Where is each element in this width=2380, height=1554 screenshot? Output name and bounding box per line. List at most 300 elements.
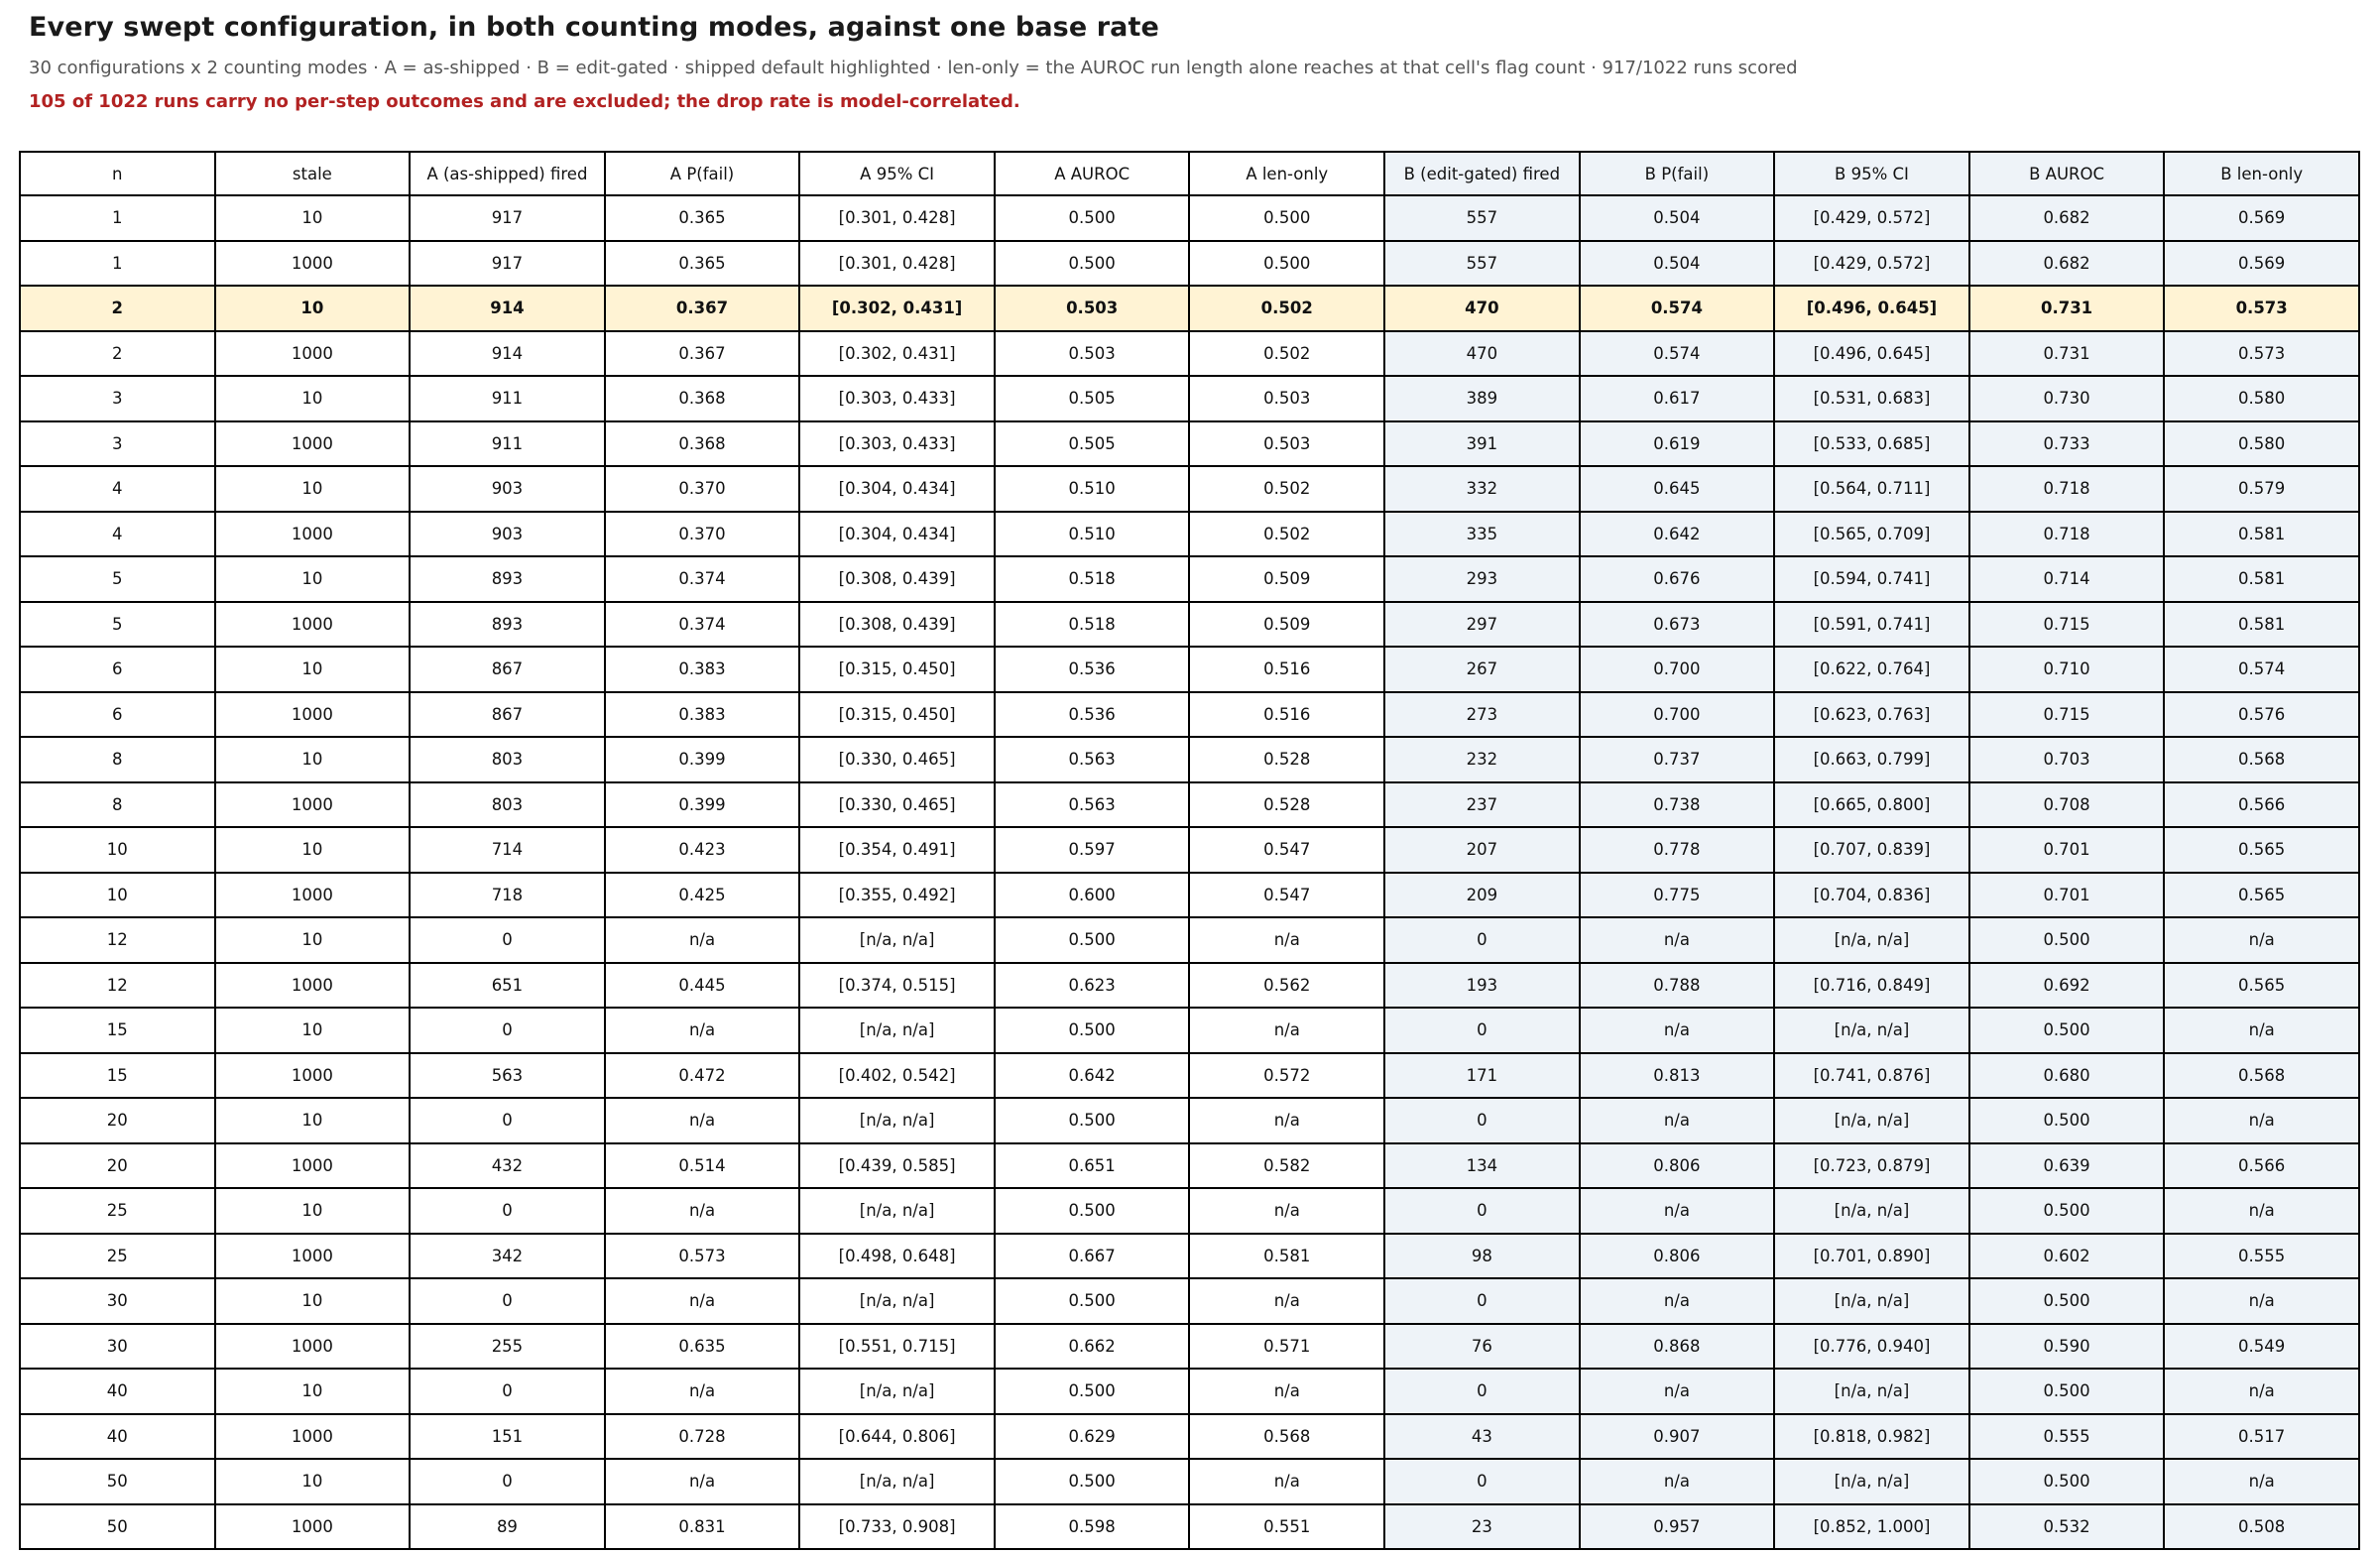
- table-cell: [0.707, 0.839]: [1774, 827, 1969, 873]
- table-cell: 0.563: [995, 782, 1190, 828]
- table-cell: 1000: [215, 602, 411, 648]
- table-cell: 0.502: [1189, 512, 1384, 557]
- table-row: [20, 1369, 2359, 1414]
- table-cell: [0.402, 0.542]: [799, 1053, 995, 1099]
- table-cell: [n/a, n/a]: [799, 1369, 995, 1414]
- table-cell: [0.622, 0.764]: [1774, 647, 1969, 692]
- table-cell: 293: [1384, 556, 1580, 602]
- table-cell: 207: [1384, 827, 1580, 873]
- table-cell: 0.571: [1189, 1324, 1384, 1370]
- table-cell: 20: [20, 1143, 215, 1189]
- table-cell: [n/a, n/a]: [799, 1188, 995, 1234]
- table-cell: 0.565: [2164, 873, 2359, 918]
- table-row: [20, 1324, 2359, 1370]
- table-cell: 50: [20, 1459, 215, 1504]
- table-cell: 0.500: [995, 241, 1190, 287]
- table-cell: [0.315, 0.450]: [799, 692, 995, 738]
- table-cell: 0.623: [995, 963, 1190, 1009]
- table-cell: [0.591, 0.741]: [1774, 602, 1969, 648]
- table-cell: 0.651: [995, 1143, 1190, 1189]
- table-cell: 0.573: [2164, 331, 2359, 377]
- table-cell: 0.715: [1969, 602, 2165, 648]
- table-cell: 10: [215, 1188, 411, 1234]
- table-cell: n/a: [2164, 1008, 2359, 1053]
- table-row: [20, 376, 2359, 421]
- table-cell: [0.302, 0.431]: [799, 331, 995, 377]
- table-cell: [0.301, 0.428]: [799, 241, 995, 287]
- table-row: [20, 195, 2359, 241]
- table-cell: 0.703: [1969, 737, 2165, 782]
- table-cell: 0.517: [2164, 1414, 2359, 1460]
- table-cell: 867: [410, 692, 605, 738]
- table-cell: 0.370: [605, 512, 800, 557]
- table-cell: 0.718: [1969, 512, 2165, 557]
- table-cell: 0.581: [2164, 556, 2359, 602]
- table-cell: [n/a, n/a]: [799, 917, 995, 963]
- table-cell: [0.315, 0.450]: [799, 647, 995, 692]
- table-cell: 0.518: [995, 556, 1190, 602]
- table-cell: 0.547: [1189, 873, 1384, 918]
- table-cell: n/a: [605, 1098, 800, 1143]
- table-cell: 0: [1384, 1459, 1580, 1504]
- table-cell: [0.301, 0.428]: [799, 195, 995, 241]
- table-cell: [0.308, 0.439]: [799, 556, 995, 602]
- table-cell: 1000: [215, 241, 411, 287]
- table-row: [20, 1414, 2359, 1460]
- exclusion-warning: 105 of 1022 runs carry no per-step outcomes and are excluded; the drop rate is model-correlated.: [29, 91, 1020, 112]
- table-cell: 0.565: [2164, 963, 2359, 1009]
- table-cell: [0.704, 0.836]: [1774, 873, 1969, 918]
- table-cell: [0.644, 0.806]: [799, 1414, 995, 1460]
- table-cell: 89: [410, 1504, 605, 1550]
- table-cell: 10: [215, 1369, 411, 1414]
- table-cell: 0.368: [605, 421, 800, 467]
- table-cell: n/a: [1189, 1369, 1384, 1414]
- table-cell: 0.569: [2164, 195, 2359, 241]
- table-body: [20, 195, 2359, 1549]
- table-cell: 1000: [215, 963, 411, 1009]
- table-cell: 1000: [215, 1234, 411, 1279]
- table-cell: 0.710: [1969, 647, 2165, 692]
- table-cell: n/a: [1580, 917, 1775, 963]
- table-cell: 2: [20, 286, 215, 331]
- table-cell: 0.708: [1969, 782, 2165, 828]
- table-cell: 0.500: [1969, 1008, 2165, 1053]
- table-cell: 0.502: [1189, 286, 1384, 331]
- table-row: [20, 331, 2359, 377]
- table-cell: 911: [410, 421, 605, 467]
- table-cell: 0.383: [605, 647, 800, 692]
- table-cell: n/a: [1580, 1098, 1775, 1143]
- table-cell: 0.574: [1580, 286, 1775, 331]
- table-cell: 470: [1384, 331, 1580, 377]
- table-cell: 0.676: [1580, 556, 1775, 602]
- table-cell: n/a: [2164, 1098, 2359, 1143]
- table-cell: 25: [20, 1234, 215, 1279]
- table-cell: [0.852, 1.000]: [1774, 1504, 1969, 1550]
- column-header: A 95% CI: [799, 152, 995, 195]
- table-cell: 651: [410, 963, 605, 1009]
- table-cell: 903: [410, 466, 605, 512]
- table-cell: 1000: [215, 692, 411, 738]
- table-cell: 0.700: [1580, 692, 1775, 738]
- table-cell: [0.701, 0.890]: [1774, 1234, 1969, 1279]
- table-cell: 273: [1384, 692, 1580, 738]
- table-cell: n/a: [605, 1188, 800, 1234]
- table-cell: 50: [20, 1504, 215, 1550]
- table-cell: 76: [1384, 1324, 1580, 1370]
- table-cell: 6: [20, 692, 215, 738]
- table-cell: 0.572: [1189, 1053, 1384, 1099]
- table-cell: 0.590: [1969, 1324, 2165, 1370]
- table-cell: 0.868: [1580, 1324, 1775, 1370]
- table-cell: n/a: [1189, 1098, 1384, 1143]
- table-cell: 0.555: [1969, 1414, 2165, 1460]
- table-cell: n/a: [2164, 1459, 2359, 1504]
- table-cell: 1: [20, 195, 215, 241]
- table-cell: 1000: [215, 873, 411, 918]
- table-cell: [0.304, 0.434]: [799, 512, 995, 557]
- column-header: B AUROC: [1969, 152, 2165, 195]
- table-cell: 12: [20, 917, 215, 963]
- table-cell: 917: [410, 241, 605, 287]
- table-row: [20, 602, 2359, 648]
- table-cell: [n/a, n/a]: [799, 1459, 995, 1504]
- table-cell: 0.580: [2164, 421, 2359, 467]
- table-cell: n/a: [1580, 1278, 1775, 1324]
- table-cell: 40: [20, 1414, 215, 1460]
- table-cell: 911: [410, 376, 605, 421]
- table-cell: 0.680: [1969, 1053, 2165, 1099]
- table-cell: 0.514: [605, 1143, 800, 1189]
- table-cell: 0: [410, 917, 605, 963]
- table-cell: [0.354, 0.491]: [799, 827, 995, 873]
- table-cell: 0.831: [605, 1504, 800, 1550]
- table-cell: 4: [20, 466, 215, 512]
- table-cell: 914: [410, 331, 605, 377]
- table-row: [20, 827, 2359, 873]
- table-cell: 0.715: [1969, 692, 2165, 738]
- table-row: [20, 466, 2359, 512]
- table-cell: 40: [20, 1369, 215, 1414]
- table-row: [20, 1504, 2359, 1550]
- column-header: A len-only: [1189, 152, 1384, 195]
- table-cell: 0: [410, 1098, 605, 1143]
- table-cell: 0.549: [2164, 1324, 2359, 1370]
- table-cell: 0.536: [995, 692, 1190, 738]
- table-cell: 914: [410, 286, 605, 331]
- table-cell: 0.365: [605, 195, 800, 241]
- table-cell: 0.399: [605, 782, 800, 828]
- table-cell: 0.423: [605, 827, 800, 873]
- table-cell: 232: [1384, 737, 1580, 782]
- table-cell: [0.308, 0.439]: [799, 602, 995, 648]
- table-cell: 0.574: [1580, 331, 1775, 377]
- table-cell: 0.581: [2164, 512, 2359, 557]
- table-cell: 391: [1384, 421, 1580, 467]
- table-cell: 0.733: [1969, 421, 2165, 467]
- table-cell: 0.718: [1969, 466, 2165, 512]
- table-cell: 8: [20, 737, 215, 782]
- table-cell: 10: [215, 1278, 411, 1324]
- column-header: B len-only: [2164, 152, 2359, 195]
- table-cell: [0.330, 0.465]: [799, 782, 995, 828]
- table-cell: 0: [410, 1008, 605, 1053]
- table-cell: 15: [20, 1008, 215, 1053]
- page-title: Every swept configuration, in both counting modes, against one base rate: [29, 12, 1159, 43]
- table-cell: 267: [1384, 647, 1580, 692]
- table-cell: 0.502: [1189, 331, 1384, 377]
- table-cell: 0.667: [995, 1234, 1190, 1279]
- table-cell: 335: [1384, 512, 1580, 557]
- table-cell: 297: [1384, 602, 1580, 648]
- table-cell: 0.500: [995, 1188, 1190, 1234]
- table-cell: 0.788: [1580, 963, 1775, 1009]
- table-cell: 714: [410, 827, 605, 873]
- table-cell: n/a: [1189, 1459, 1384, 1504]
- table-row: [20, 241, 2359, 287]
- table-cell: 0.500: [995, 195, 1190, 241]
- table-cell: 0.374: [605, 602, 800, 648]
- table-row: [20, 1278, 2359, 1324]
- table-cell: 0.778: [1580, 827, 1775, 873]
- table-row: [20, 737, 2359, 782]
- table-cell: 8: [20, 782, 215, 828]
- table-cell: 0.425: [605, 873, 800, 918]
- table-cell: 134: [1384, 1143, 1580, 1189]
- table-cell: 0.510: [995, 466, 1190, 512]
- table-cell: [0.776, 0.940]: [1774, 1324, 1969, 1370]
- header-row: [20, 152, 2359, 195]
- table-cell: 0.399: [605, 737, 800, 782]
- table-cell: 0.728: [605, 1414, 800, 1460]
- table-row: [20, 647, 2359, 692]
- table-cell: [0.564, 0.711]: [1774, 466, 1969, 512]
- table-cell: 1000: [215, 1504, 411, 1550]
- table-cell: [0.429, 0.572]: [1774, 195, 1969, 241]
- table-cell: 151: [410, 1414, 605, 1460]
- table-cell: 0.731: [1969, 331, 2165, 377]
- table-cell: 0: [410, 1369, 605, 1414]
- table-row: [20, 692, 2359, 738]
- table-cell: 0.642: [995, 1053, 1190, 1099]
- table-cell: [n/a, n/a]: [1774, 917, 1969, 963]
- table-row: [20, 512, 2359, 557]
- table-cell: [0.594, 0.741]: [1774, 556, 1969, 602]
- table-cell: 0.500: [995, 1008, 1190, 1053]
- table-cell: 0.500: [1969, 1188, 2165, 1234]
- table-row-shipped-default: [20, 286, 2359, 331]
- table-cell: 10: [215, 1008, 411, 1053]
- table-cell: [n/a, n/a]: [1774, 1098, 1969, 1143]
- column-header: A AUROC: [995, 152, 1190, 195]
- table-cell: 0.500: [1189, 195, 1384, 241]
- table-cell: 0.617: [1580, 376, 1775, 421]
- table-cell: 0.500: [995, 1278, 1190, 1324]
- table-cell: 10: [215, 556, 411, 602]
- table-row: [20, 1234, 2359, 1279]
- table-cell: 867: [410, 647, 605, 692]
- table-cell: 557: [1384, 195, 1580, 241]
- table-row: [20, 1008, 2359, 1053]
- table-cell: 0.597: [995, 827, 1190, 873]
- table-cell: 0.642: [1580, 512, 1775, 557]
- table-cell: [0.623, 0.763]: [1774, 692, 1969, 738]
- column-header: B P(fail): [1580, 152, 1775, 195]
- table-cell: 0.566: [2164, 1143, 2359, 1189]
- table-cell: 5: [20, 602, 215, 648]
- table-cell: 342: [410, 1234, 605, 1279]
- table-cell: [n/a, n/a]: [799, 1008, 995, 1053]
- table-cell: [0.723, 0.879]: [1774, 1143, 1969, 1189]
- table-cell: 43: [1384, 1414, 1580, 1460]
- table-cell: 237: [1384, 782, 1580, 828]
- table-cell: [0.330, 0.465]: [799, 737, 995, 782]
- table-cell: 0.374: [605, 556, 800, 602]
- table-cell: [0.439, 0.585]: [799, 1143, 995, 1189]
- table-cell: [0.302, 0.431]: [799, 286, 995, 331]
- table-cell: 0.568: [1189, 1414, 1384, 1460]
- table-cell: 0.500: [995, 1369, 1190, 1414]
- table-cell: n/a: [1580, 1369, 1775, 1414]
- table-cell: 0: [1384, 1188, 1580, 1234]
- table-cell: n/a: [1580, 1459, 1775, 1504]
- table-cell: 0.673: [1580, 602, 1775, 648]
- table-cell: 0.509: [1189, 602, 1384, 648]
- table-cell: n/a: [605, 1459, 800, 1504]
- table-cell: 0.701: [1969, 873, 2165, 918]
- table-cell: 0.555: [2164, 1234, 2359, 1279]
- table-cell: 0.551: [1189, 1504, 1384, 1550]
- table-cell: 0: [1384, 1008, 1580, 1053]
- table-cell: 10: [20, 873, 215, 918]
- table-cell: [0.355, 0.492]: [799, 873, 995, 918]
- table-cell: 0: [1384, 1369, 1580, 1414]
- table-cell: [0.498, 0.648]: [799, 1234, 995, 1279]
- table-cell: 10: [215, 647, 411, 692]
- table-cell: 0.730: [1969, 376, 2165, 421]
- table-cell: 3: [20, 376, 215, 421]
- table-cell: [n/a, n/a]: [799, 1278, 995, 1324]
- column-header: B (edit-gated) fired: [1384, 152, 1580, 195]
- table-cell: 0.580: [2164, 376, 2359, 421]
- table-cell: 0.573: [2164, 286, 2359, 331]
- table-cell: 0.598: [995, 1504, 1190, 1550]
- table-cell: 0.775: [1580, 873, 1775, 918]
- table-cell: [n/a, n/a]: [799, 1098, 995, 1143]
- table-cell: [0.303, 0.433]: [799, 376, 995, 421]
- table-row: [20, 1098, 2359, 1143]
- table-cell: 0.500: [1969, 1278, 2165, 1324]
- table-cell: 0.368: [605, 376, 800, 421]
- table-cell: 0.503: [1189, 376, 1384, 421]
- table-cell: 30: [20, 1278, 215, 1324]
- table-cell: 803: [410, 782, 605, 828]
- table-cell: 171: [1384, 1053, 1580, 1099]
- results-table: [19, 151, 2360, 1550]
- table-cell: 0.569: [2164, 241, 2359, 287]
- table-cell: 470: [1384, 286, 1580, 331]
- table-cell: 0.563: [995, 737, 1190, 782]
- table-cell: n/a: [1189, 917, 1384, 963]
- table-cell: 0.806: [1580, 1234, 1775, 1279]
- table-row: [20, 917, 2359, 963]
- table-cell: 893: [410, 556, 605, 602]
- table-cell: 15: [20, 1053, 215, 1099]
- table-cell: 0.472: [605, 1053, 800, 1099]
- table-cell: 193: [1384, 963, 1580, 1009]
- table-cell: n/a: [1189, 1188, 1384, 1234]
- table-cell: [0.429, 0.572]: [1774, 241, 1969, 287]
- table-cell: 10: [215, 917, 411, 963]
- table-cell: 1000: [215, 1324, 411, 1370]
- table-cell: 1000: [215, 1053, 411, 1099]
- table-row: [20, 1053, 2359, 1099]
- table-cell: 0.957: [1580, 1504, 1775, 1550]
- table-cell: 0.565: [2164, 827, 2359, 873]
- table-cell: n/a: [605, 917, 800, 963]
- table-cell: [n/a, n/a]: [1774, 1278, 1969, 1324]
- table-cell: 0.500: [1969, 1098, 2165, 1143]
- table-cell: n/a: [2164, 917, 2359, 963]
- table-cell: [0.818, 0.982]: [1774, 1414, 1969, 1460]
- table-cell: 0.528: [1189, 782, 1384, 828]
- table-cell: 893: [410, 602, 605, 648]
- table-cell: n/a: [2164, 1369, 2359, 1414]
- table-cell: 1000: [215, 331, 411, 377]
- table-cell: [0.733, 0.908]: [799, 1504, 995, 1550]
- table-row: [20, 1188, 2359, 1234]
- table-cell: 10: [215, 286, 411, 331]
- table-cell: [0.565, 0.709]: [1774, 512, 1969, 557]
- table-cell: 25: [20, 1188, 215, 1234]
- table-cell: 0.639: [1969, 1143, 2165, 1189]
- table-cell: n/a: [605, 1008, 800, 1053]
- table-cell: 0: [1384, 1098, 1580, 1143]
- table-cell: 0.682: [1969, 195, 2165, 241]
- table-cell: n/a: [1189, 1278, 1384, 1324]
- table-cell: 209: [1384, 873, 1580, 918]
- table-cell: 0.562: [1189, 963, 1384, 1009]
- table-cell: 0.500: [995, 1459, 1190, 1504]
- table-cell: [n/a, n/a]: [1774, 1188, 1969, 1234]
- table-cell: 0.576: [2164, 692, 2359, 738]
- table-cell: 0: [410, 1188, 605, 1234]
- table-cell: [n/a, n/a]: [1774, 1459, 1969, 1504]
- table-cell: 10: [215, 1459, 411, 1504]
- column-header: n: [20, 152, 215, 195]
- table-cell: [0.303, 0.433]: [799, 421, 995, 467]
- table-cell: [0.304, 0.434]: [799, 466, 995, 512]
- table-cell: 10: [215, 737, 411, 782]
- table-cell: 0.581: [2164, 602, 2359, 648]
- table-cell: 0.528: [1189, 737, 1384, 782]
- table-cell: 3: [20, 421, 215, 467]
- table-row: [20, 421, 2359, 467]
- table-cell: 0.518: [995, 602, 1190, 648]
- table-cell: [0.496, 0.645]: [1774, 331, 1969, 377]
- table-cell: 10: [215, 376, 411, 421]
- table-cell: 0.738: [1580, 782, 1775, 828]
- table-cell: 10: [215, 1098, 411, 1143]
- table-cell: 0.370: [605, 466, 800, 512]
- table-cell: 10: [215, 827, 411, 873]
- table-cell: 1000: [215, 782, 411, 828]
- table-row: [20, 963, 2359, 1009]
- table-cell: 0.445: [605, 963, 800, 1009]
- table-cell: 10: [20, 827, 215, 873]
- table-cell: 0.509: [1189, 556, 1384, 602]
